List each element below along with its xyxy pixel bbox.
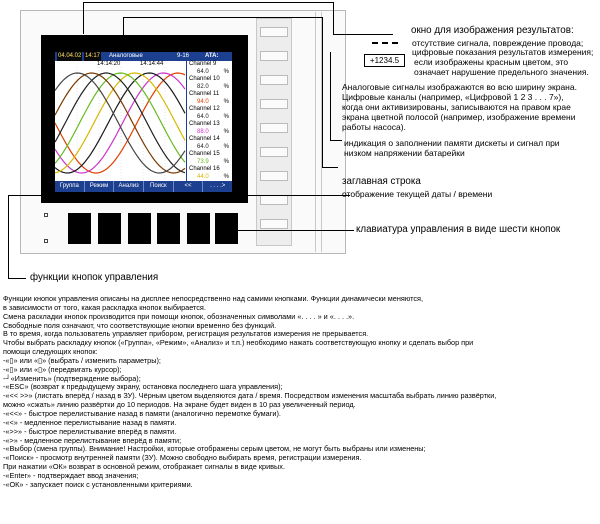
device-side-rail (315, 12, 322, 252)
signal-trace (55, 73, 185, 173)
softkey-group[interactable]: Группа (55, 181, 85, 192)
callout-line (158, 195, 350, 196)
body-line: можно «сжать» линию развёртки до 10 периодов. На экране будет виден в 10 раз увеличенный период. (3, 400, 356, 410)
analog-note-2: Цифровые каналы (например, «Цифровой 1 2 3 . . . 7»), (342, 92, 564, 102)
body-line: -«▯» или «▯» (передвигать курсор); (3, 364, 122, 374)
signal-trace (55, 73, 185, 163)
status-led (44, 213, 48, 217)
softkey-analysis[interactable]: Анализ (114, 181, 144, 192)
side-slot (260, 51, 288, 61)
softkey-search[interactable]: Поиск (144, 181, 174, 192)
side-slot (260, 75, 288, 85)
body-line: -«<< >>» (листать вперёд / назад в ЗУ). Чёрным цветом выделяются дата / время. Посредством изменения масштаба выбрать линию развёртки, (3, 391, 497, 401)
signal-trace (55, 73, 185, 173)
body-line: -«<» - медленное перелистывание назад в памяти. (3, 417, 177, 427)
callout-line (8, 195, 55, 196)
hardware-key-5[interactable] (187, 213, 210, 244)
timestamp-1: 14:14:20 (97, 61, 121, 67)
header-time: 14:17 (85, 53, 101, 59)
channel-list (186, 61, 232, 181)
hardware-key-2[interactable] (98, 213, 121, 244)
timestamp-2: 14:14:44 (140, 61, 164, 67)
body-line: При нажатии «ОК» возврат в основной режим, отображает сигналы в виде кривых. (3, 462, 285, 472)
device-side-panel (256, 18, 292, 246)
channel-value: 44.0 (197, 173, 209, 180)
indication-note-2: низком напряжении батарейки (344, 148, 465, 158)
body-line: в зависимости от того, какая раскладка кнопок выбирается. (3, 302, 206, 312)
side-slot (260, 219, 288, 229)
analog-note-1: Аналоговые сигналы изображаются во всю ширину экрана. (342, 82, 577, 92)
body-line: -«Поиск» - просмотр внутренней памяти (ЗУ). Можно свободно выбирать время, регистрации измерения. (3, 453, 362, 463)
callout-line (330, 52, 331, 140)
softkey-next[interactable]: . . . .> (210, 183, 226, 189)
dashed-line-sample (372, 42, 398, 44)
body-line: -«Enter» - подтверждает ввод значения; (3, 470, 139, 480)
status-led (44, 239, 48, 243)
body-line: -«<<» - быстрое перелистывание назад в памяти (аналогично перемотке бумаги). (3, 408, 281, 418)
trace-plot (55, 67, 186, 180)
indication-note-1: индикация о заполнении памяти дискеты и сигнал при (344, 138, 560, 148)
callout-line (322, 17, 323, 167)
body-line: Функции кнопок управления описаны на дисплее непосредственно над самими кнопками. Функции динамически меняются, (3, 294, 424, 303)
display-screen (55, 52, 232, 192)
channel-value: 88.0 (197, 128, 209, 135)
side-slot (260, 171, 288, 181)
side-slot (260, 147, 288, 157)
analog-note-5: работы насоса). (342, 122, 406, 132)
channel-row: Channel 16 44.0 % (187, 166, 232, 181)
legend-red-1: если изображены красным цветом, это (414, 57, 569, 67)
analog-note-3: когда они активизированы, записываются на правом крае (342, 102, 571, 112)
side-slot (260, 27, 288, 37)
callout-line (123, 17, 124, 52)
body-line: Свободные поля означают, что соответствующие кнопки временно без функций. (3, 320, 277, 330)
body-line: помощи следующих кнопок: (3, 347, 98, 357)
body-line: -«>>» - быстрое перелистывание вперёд в памяти. (3, 426, 177, 436)
hardware-key-1[interactable] (68, 213, 91, 244)
side-slot (260, 195, 288, 205)
legend-value-box: +1234.5 (364, 54, 405, 67)
channel-row: Channel 13 88.0 % (187, 121, 232, 136)
channel-value: 94.0 (197, 98, 209, 105)
hardware-key-6[interactable] (215, 213, 238, 244)
callout-line (333, 34, 393, 35)
body-line: -┘«Изменить» (подтверждение выбора); (3, 373, 141, 383)
callout-line (83, 2, 333, 3)
channel-value: 82.0 (197, 83, 209, 90)
channel-row: Channel 15 73.9 % (187, 151, 232, 166)
side-slot (260, 99, 288, 109)
callout-line (8, 195, 9, 279)
body-line: -«Выбор (смена группы). Внимание! Настройки, которые отображены серым цветом, не могут быть выбраны или изменены; (3, 444, 426, 454)
legend-red-2: означает нарушение предельного значения. (414, 67, 589, 77)
softkey-back[interactable]: << (174, 181, 204, 192)
softkey-mode[interactable]: Режим (85, 181, 115, 192)
channel-value: 73.9 (197, 158, 209, 165)
channel-row: Channel 9 64.0 % (187, 61, 232, 76)
callout-line (330, 140, 342, 141)
body-line: -«▯» или «▯» (выбрать / изменить параметры); (3, 355, 161, 365)
header-row (55, 52, 232, 61)
body-line: Чтобы выбрать раскладку кнопок («Группа», «Режим», «Анализ» и т.п.) необходимо нажать соответствующую кнопку и сделать выбор при (3, 338, 474, 348)
body-line: Смена раскладки кнопок производится при помощи кнопок, обозначенных символами «. . . . » и «. . . .». (3, 311, 355, 321)
header-date: 04.04.02 (58, 53, 82, 59)
callout-line (333, 2, 334, 35)
channel-row: Channel 12 64.0 % (187, 106, 232, 121)
hardware-key-4[interactable] (157, 213, 180, 244)
channel-row: Channel 14 64.0 % (187, 136, 232, 151)
body-line: -«ESC» (возврат к предыдущему экрану, остановка последнего шага управления); (3, 382, 283, 392)
keyboard-label: клавиатура управления в виде шести кнопок (356, 224, 561, 235)
header-group: Аналоговые (109, 53, 143, 59)
callout-line (322, 167, 338, 168)
body-line: -«>» - медленное перелистывание вперёд в памяти; (3, 435, 182, 445)
description-text (3, 295, 599, 490)
channel-row: Channel 11 94.0 % (187, 91, 232, 106)
callout-line (230, 230, 354, 231)
softkey-bar (55, 181, 232, 192)
label-results-window: окно для изображения результатов: (411, 25, 574, 36)
analog-note-4: экрана цветной полосой (например, изображение времени (342, 112, 576, 122)
channel-value: 64.0 (197, 113, 209, 120)
function-keys-label: функции кнопок управления (30, 272, 159, 283)
side-slot (260, 123, 288, 133)
body-line: В то время, когда пользователь управляет прибором, регистрация результатов измерения не прерывается. (3, 329, 369, 339)
header-row-desc: отображение текущей даты / времени (342, 189, 493, 199)
hardware-key-3[interactable] (128, 213, 151, 244)
header-channel-range: 9-16 (177, 53, 190, 59)
legend-digital: цифровые показания результатов измерения; (412, 47, 594, 57)
callout-line (83, 2, 84, 34)
header-ata: ATA: (205, 53, 219, 59)
channel-row: Channel 10 82.0 % (187, 76, 232, 91)
legend-absent-signal: отсутствие сигнала, повреждение провода; (412, 38, 584, 48)
callout-line (123, 17, 323, 18)
channel-value: 64.0 (197, 68, 209, 75)
body-line: -«ОК» - запускает поиск с установленными критериями. (3, 479, 193, 489)
header-row-label: заглавная строка (342, 176, 421, 187)
channel-value: 64.0 (197, 143, 209, 150)
callout-line (8, 278, 26, 279)
